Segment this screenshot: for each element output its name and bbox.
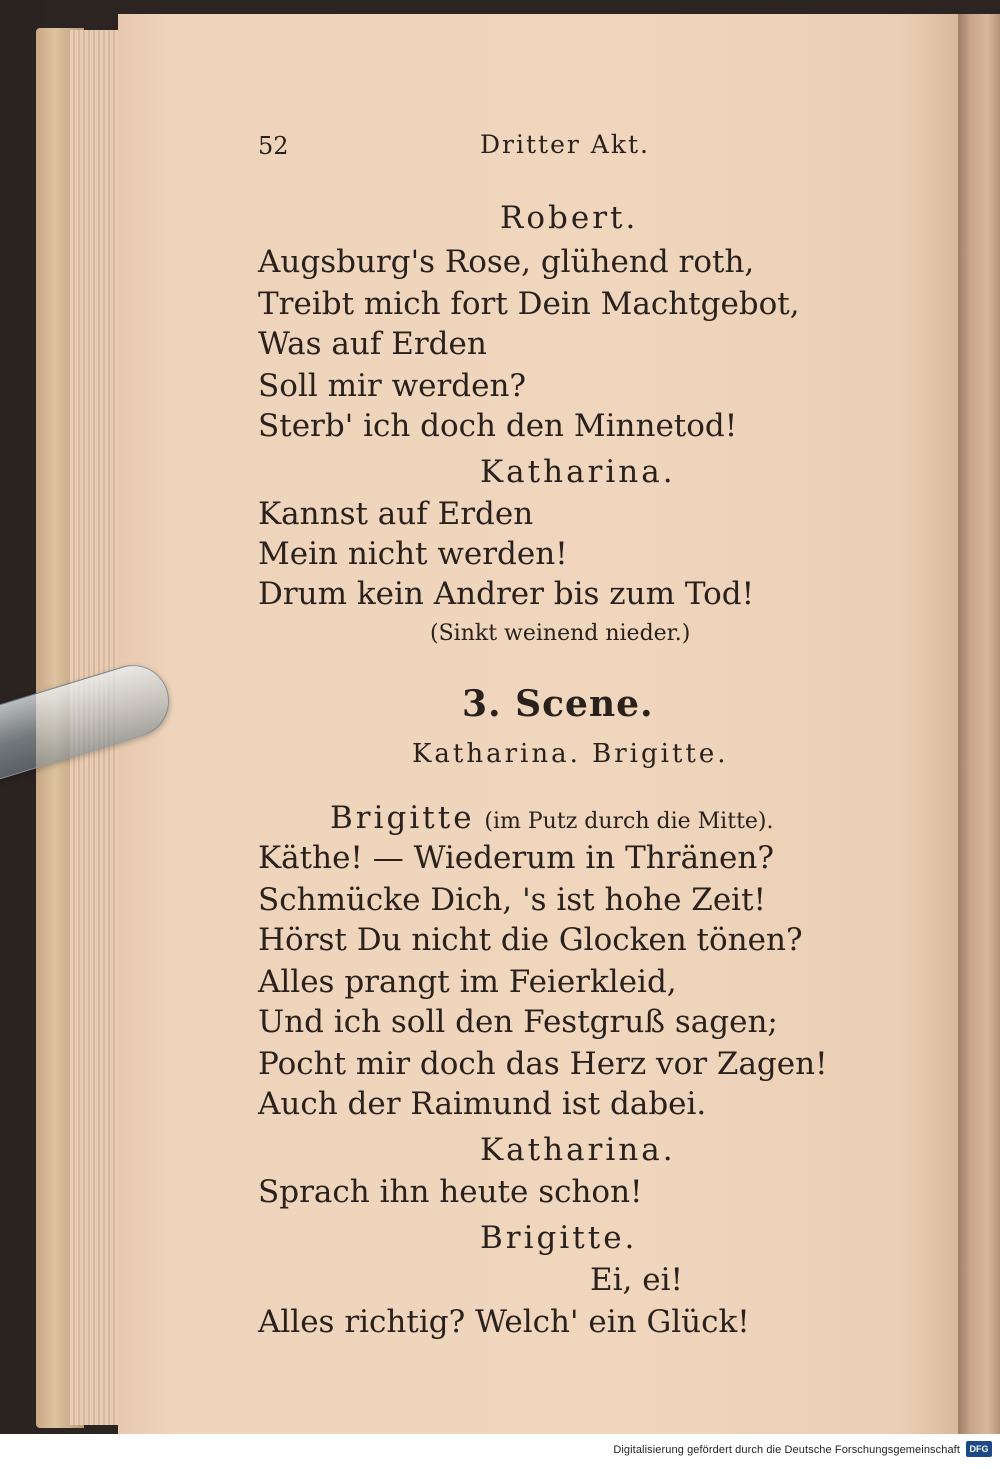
stage-direction: (im Putz durch die Mitte).: [484, 809, 774, 834]
speaker-katharina: Katharina.: [480, 1132, 676, 1168]
verse-line: Mein nicht werden!: [258, 536, 568, 572]
speaker-brigitte: Brigitte.: [480, 1220, 638, 1256]
verse-line: Käthe! — Wiederum in Thränen?: [258, 840, 774, 876]
page-number: 52: [258, 132, 289, 160]
verse-line: Drum kein Andrer bis zum Tod!: [258, 576, 755, 612]
stage-direction: (Sinkt weinend nieder.): [430, 621, 691, 646]
verse-line: Soll mir werden?: [258, 368, 527, 404]
verse-line: Kannst auf Erden: [258, 496, 534, 532]
speaker-brigitte: Brigitte: [330, 800, 475, 836]
verse-line: Hörst Du nicht die Glocken tönen?: [258, 922, 803, 958]
speaker-robert: Robert.: [500, 200, 639, 236]
verse-line: Sprach ihn heute schon!: [258, 1174, 643, 1210]
verse-line: Augsburg's Rose, glühend roth,: [258, 244, 755, 280]
speaker-katharina: Katharina.: [480, 454, 676, 490]
scene-persons: Katharina. Brigitte.: [412, 739, 729, 769]
footer-credit: Digitalisierung gefördert durch die Deutsche Forschungsgemeinschaft: [613, 1444, 960, 1456]
verse-line: Treibt mich fort Dein Machtgebot,: [258, 286, 800, 322]
verse-line: Alles richtig? Welch' ein Glück!: [258, 1304, 750, 1340]
verse-line: Sterb' ich doch den Minnetod!: [258, 408, 738, 444]
speaker-line: [330, 798, 774, 842]
scene-heading: 3. Scene.: [462, 683, 654, 725]
verse-line: Was auf Erden: [258, 326, 487, 362]
verse-line: Alles prangt im Feierkleid,: [258, 964, 677, 1000]
verse-line: Pocht mir doch das Herz vor Zagen!: [258, 1046, 828, 1082]
verse-line: Ei, ei!: [590, 1262, 683, 1298]
dfg-logo-icon: DFG: [966, 1441, 992, 1457]
running-title: Dritter Akt.: [480, 130, 650, 159]
verse-line: Auch der Raimund ist dabei.: [258, 1086, 707, 1122]
verse-line: Schmücke Dich, 's ist hohe Zeit!: [258, 882, 767, 918]
verse-line: Und ich soll den Festgruß sagen;: [258, 1004, 778, 1040]
